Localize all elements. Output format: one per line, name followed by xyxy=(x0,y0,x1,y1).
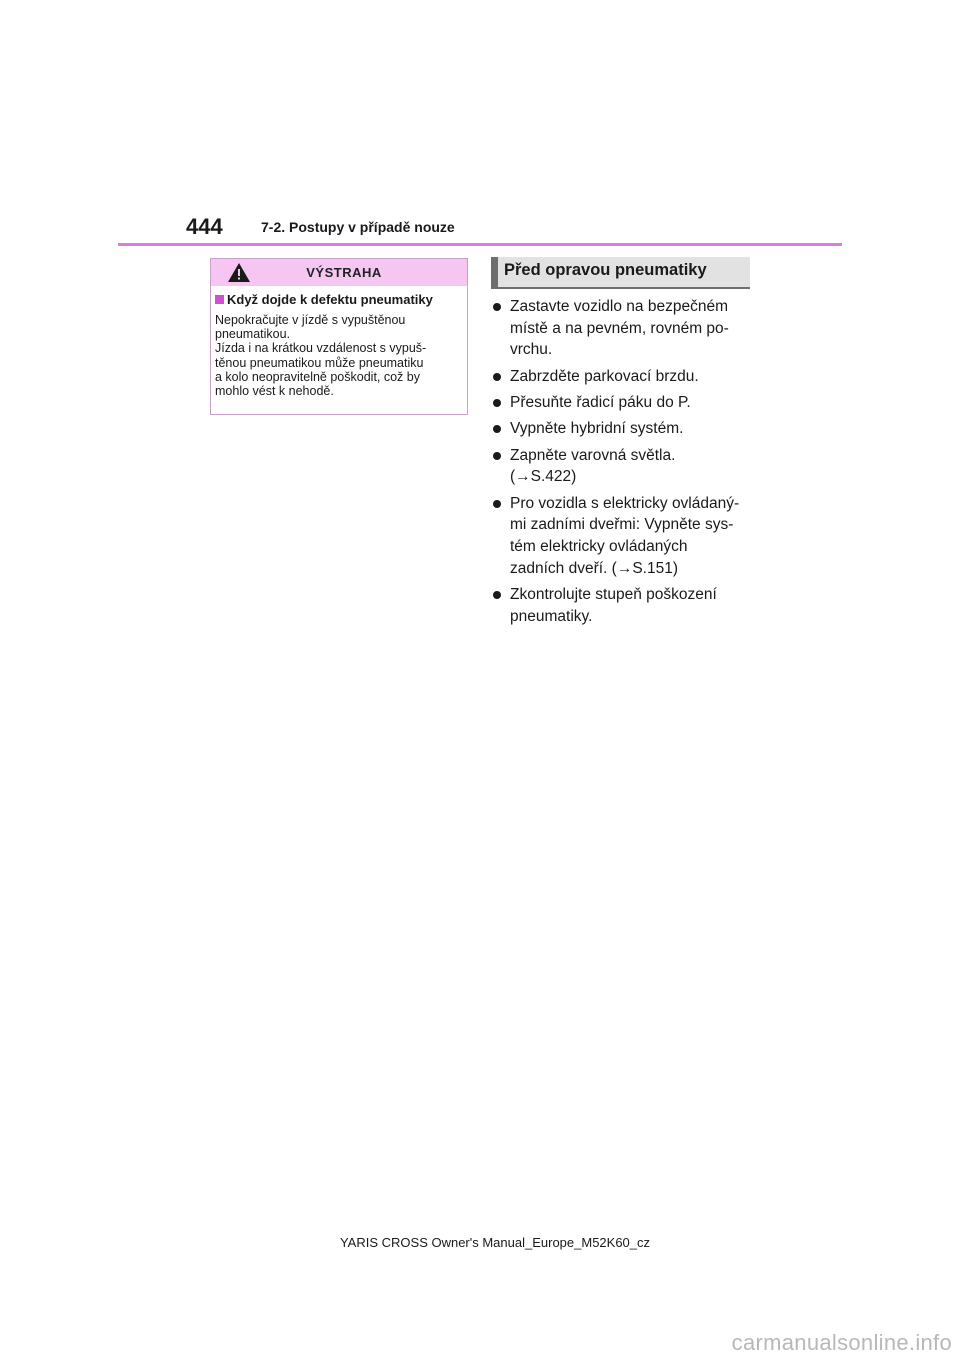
list-item-line: zadních dveří. (→S.151) xyxy=(510,559,678,577)
warning-box xyxy=(210,258,468,415)
list-item xyxy=(492,584,754,627)
bullet-icon xyxy=(493,591,501,599)
list-item xyxy=(492,392,754,414)
warning-line: těnou pneumatikou může pneumatiku xyxy=(215,355,424,370)
footer-text: YARIS CROSS Owner's Manual_Europe_M52K60_cz xyxy=(339,1235,651,1250)
list-item-line: pneumatiky. xyxy=(510,607,593,625)
list-item xyxy=(492,296,754,361)
warning-heading xyxy=(215,292,433,307)
list-item xyxy=(492,493,754,580)
list-item-line: tém elektricky ovládaných xyxy=(510,538,688,555)
list-item-line: Zastavte vozidlo na bezpečném xyxy=(510,298,728,315)
list-item-line: Zkontrolujte stupeň poškození xyxy=(510,586,717,603)
warning-line: pneumatikou. xyxy=(215,327,291,342)
warning-heading-text: Když dojde k defektu pneumatiky xyxy=(227,292,433,307)
chapter-title: 7-2. Postupy v případě nouze xyxy=(261,219,455,235)
warning-title: VÝSTRAHA xyxy=(306,265,382,280)
warning-triangle-icon xyxy=(227,262,251,283)
page-number: 444 xyxy=(186,214,223,239)
warning-line: Nepokračujte v jízdě s vypuštěnou xyxy=(215,313,406,327)
list-item-line: Pro vozidla s elektricky ovládaný- xyxy=(510,494,740,512)
instruction-list xyxy=(492,296,754,632)
footer xyxy=(0,1235,960,1250)
list-item-line: Vypněte hybridní systém. xyxy=(510,420,684,438)
bullet-icon xyxy=(493,500,501,508)
list-item-line: vrchu. xyxy=(510,341,553,359)
list-item-line: místě a na pevném, rovném po- xyxy=(510,319,729,337)
bullet-icon xyxy=(493,303,501,311)
bullet-icon xyxy=(493,399,501,407)
list-item-line: Zapněte varovná světla. xyxy=(510,446,676,464)
list-item-line: Zabrzděte parkovací brzdu. xyxy=(510,367,699,385)
list-item xyxy=(492,418,754,440)
list-item-line: Přesuňte řadicí páku do P. xyxy=(510,394,691,411)
list-item-line: mi zadními dveřmi: Vypněte sys- xyxy=(510,516,734,534)
warning-line: mohlo vést k nehodě. xyxy=(215,384,334,399)
header-rule xyxy=(118,243,842,246)
section-header xyxy=(491,257,750,289)
section-title: Před opravou pneumatiky xyxy=(504,261,707,279)
warning-line: Jízda i na krátkou vzdálenost s vypuš- xyxy=(215,341,427,356)
list-item xyxy=(492,445,754,488)
watermark: carmanualsonline.info xyxy=(731,1330,952,1355)
bullet-icon xyxy=(493,452,501,460)
warning-header xyxy=(211,259,467,286)
square-bullet-icon xyxy=(215,295,224,304)
bullet-icon xyxy=(493,373,501,381)
warning-text xyxy=(215,313,465,398)
list-item-line: (→S.422) xyxy=(510,468,577,486)
list-item xyxy=(492,366,754,388)
warning-line: a kolo neopravitelně poškodit, což by xyxy=(215,369,420,384)
bullet-icon xyxy=(493,425,501,433)
